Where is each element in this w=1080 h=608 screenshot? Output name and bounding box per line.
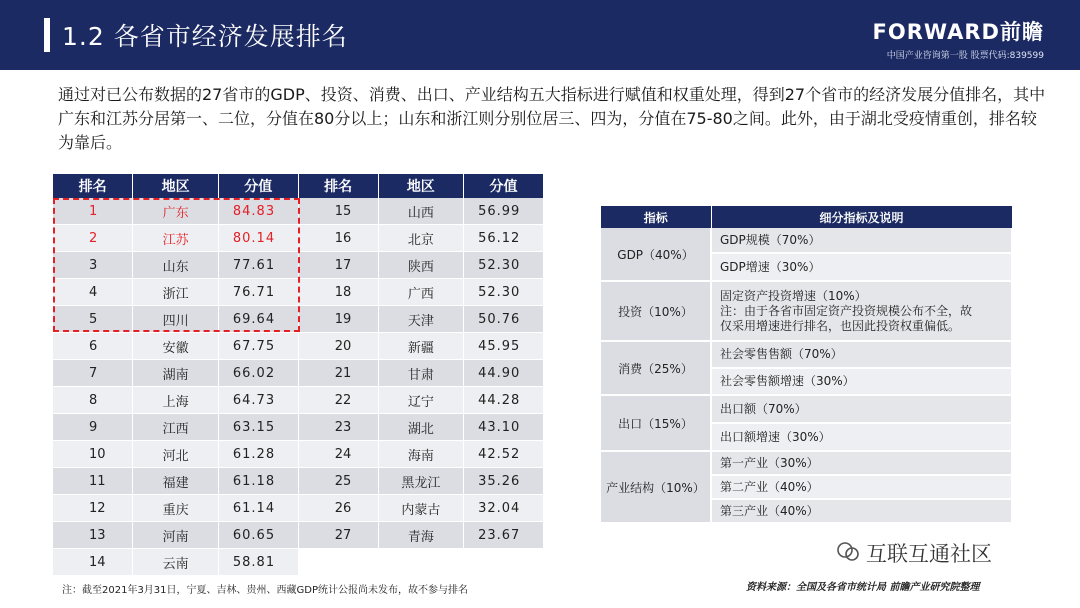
score-cell: 52.30 (464, 279, 544, 306)
table-row (53, 252, 544, 279)
detail-cell: 第二产业（40%） (711, 475, 1012, 499)
detail-cell: 社会零售额增速（30%） (711, 368, 1012, 395)
region-cell: 上海 (133, 387, 219, 414)
source-citation: 资料来源：全国及各省市统计局 前瞻产业研究院整理 (746, 582, 980, 593)
rank-cell: 26 (298, 495, 378, 522)
intro-paragraph: 通过对已公布数据的27省市的GDP、投资、消费、出口、产业结构五大指标进行赋值和权重处理，得到27个省市的经济发展分值排名，其中广东和江苏分居第一、二位，分值在80分以上；山东和浙江则分别位居三、四为，分值在75-80之间。此外，由于湖北受疫情重创，排名较为靠后。 (58, 85, 1046, 152)
score-cell: 63.15 (218, 414, 298, 441)
header-region-1: 地区 (133, 174, 219, 198)
rank-cell: 19 (298, 306, 378, 333)
score-cell: 69.64 (218, 306, 298, 333)
score-cell: 52.30 (464, 252, 544, 279)
table-row (53, 306, 544, 333)
rank-cell: 21 (298, 360, 378, 387)
rank-cell: 3 (53, 252, 133, 279)
rank-cell: 22 (298, 387, 378, 414)
detail-cell: 出口额增速（30%） (711, 423, 1012, 451)
region-cell: 浙江 (133, 279, 219, 306)
detail-cell: 出口额（70%） (711, 395, 1012, 423)
header-score-1: 分值 (218, 174, 298, 198)
indicator-consume: 消费（25%） (601, 341, 711, 395)
page-title: 1.2 各省市经济发展排名 (62, 22, 348, 51)
indicator-row (601, 451, 1012, 475)
rank-cell: 24 (298, 441, 378, 468)
score-cell: 45.95 (464, 333, 544, 360)
table-row (53, 549, 544, 576)
rank-cell: 10 (53, 441, 133, 468)
region-cell: 海南 (378, 441, 464, 468)
rank-cell: 16 (298, 225, 378, 252)
region-cell: 四川 (133, 306, 219, 333)
region-cell: 青海 (378, 522, 464, 549)
table-row (53, 198, 544, 225)
rank-cell: 18 (298, 279, 378, 306)
score-cell: 44.90 (464, 360, 544, 387)
region-cell: 江西 (133, 414, 219, 441)
score-cell: 58.81 (218, 549, 298, 576)
region-cell: 黑龙江 (378, 468, 464, 495)
score-cell: 64.73 (218, 387, 298, 414)
indicator-row (601, 395, 1012, 423)
indicator-row (601, 341, 1012, 368)
score-cell: 56.12 (464, 225, 544, 252)
score-cell: 23.67 (464, 522, 544, 549)
header-region-2: 地区 (378, 174, 464, 198)
brand-subtitle: 中国产业咨询第一股 股票代码:839599 (886, 51, 1044, 61)
region-cell: 新疆 (378, 333, 464, 360)
score-cell: 35.26 (464, 468, 544, 495)
rank-cell: 1 (53, 198, 133, 225)
detail-cell (711, 281, 1012, 341)
table-row (53, 495, 544, 522)
indicator-gdp: GDP（40%） (601, 228, 711, 281)
watermark (836, 538, 992, 568)
watermark-text: 互联互通社区 (866, 542, 992, 566)
brand-logo: FORWARD前瞻 (872, 20, 1044, 44)
rank-cell: 6 (53, 333, 133, 360)
score-cell: 61.14 (218, 495, 298, 522)
rank-cell: 4 (53, 279, 133, 306)
score-cell: 76.71 (218, 279, 298, 306)
region-cell: 内蒙古 (378, 495, 464, 522)
table-row (53, 414, 544, 441)
rank-cell: 5 (53, 306, 133, 333)
region-cell: 天津 (378, 306, 464, 333)
region-cell: 河北 (133, 441, 219, 468)
header-score-2: 分值 (464, 174, 544, 198)
table-row (53, 333, 544, 360)
region-cell: 广西 (378, 279, 464, 306)
region-cell: 云南 (133, 549, 219, 576)
header-rank-2: 排名 (298, 174, 378, 198)
score-cell: 61.18 (218, 468, 298, 495)
ranking-table (53, 174, 544, 576)
indicator-row (601, 228, 1012, 253)
indicator-header-row (601, 206, 1012, 228)
rank-cell: 13 (53, 522, 133, 549)
detail-cell: 第三产业（40%） (711, 499, 1012, 523)
detail-line: 仅采用增速进行排名，也因此投资权重偏低。 (720, 318, 961, 333)
detail-cell: GDP规模（70%） (711, 228, 1012, 253)
ranking-header-row (53, 174, 544, 198)
rank-cell: 20 (298, 333, 378, 360)
region-cell: 甘肃 (378, 360, 464, 387)
rank-cell: 2 (53, 225, 133, 252)
region-cell: 辽宁 (378, 387, 464, 414)
detail-cell: 第一产业（30%） (711, 451, 1012, 475)
region-cell: 福建 (133, 468, 219, 495)
score-cell: 84.83 (218, 198, 298, 225)
table-row (53, 468, 544, 495)
indicator-table (601, 206, 1013, 524)
indicator-invest: 投资（10%） (601, 281, 711, 341)
header-indicator: 指标 (601, 206, 711, 228)
rank-cell: 7 (53, 360, 133, 387)
region-cell: 山西 (378, 198, 464, 225)
empty-cell (464, 549, 544, 576)
empty-cell (298, 549, 378, 576)
rank-cell: 17 (298, 252, 378, 279)
rank-cell: 12 (53, 495, 133, 522)
score-cell: 61.28 (218, 441, 298, 468)
region-cell: 湖北 (378, 414, 464, 441)
table-row (53, 522, 544, 549)
detail-line: 注：由于各省市固定资产投资规模公布不全，故 (720, 303, 973, 318)
score-cell: 67.75 (218, 333, 298, 360)
region-cell: 河南 (133, 522, 219, 549)
table-row (53, 441, 544, 468)
rank-cell: 23 (298, 414, 378, 441)
chat-bubble-icon (836, 540, 860, 564)
score-cell: 43.10 (464, 414, 544, 441)
rank-cell: 11 (53, 468, 133, 495)
indicator-export: 出口（15%） (601, 395, 711, 451)
rank-cell: 27 (298, 522, 378, 549)
score-cell: 44.28 (464, 387, 544, 414)
table-row (53, 360, 544, 387)
score-cell: 60.65 (218, 522, 298, 549)
table-row (53, 279, 544, 306)
region-cell: 陕西 (378, 252, 464, 279)
score-cell: 32.04 (464, 495, 544, 522)
footnote: 注：截至2021年3月31日，宁夏、吉林、贵州、西藏GDP统计公报尚未发布，故不参与排名 (62, 585, 469, 596)
header-banner (0, 0, 1080, 70)
score-cell: 66.02 (218, 360, 298, 387)
region-cell: 安徽 (133, 333, 219, 360)
title-accent-bar (44, 18, 50, 52)
brand-block (873, 16, 1044, 61)
indicator-row (601, 281, 1012, 341)
score-cell: 50.76 (464, 306, 544, 333)
detail-cell: GDP增速（30%） (711, 253, 1012, 281)
table-row (53, 387, 544, 414)
indicator-industry: 产业结构（10%） (601, 451, 711, 523)
rank-cell: 14 (53, 549, 133, 576)
region-cell: 江苏 (133, 225, 219, 252)
empty-cell (378, 549, 464, 576)
table-row (53, 225, 544, 252)
header-rank-1: 排名 (53, 174, 133, 198)
region-cell: 山东 (133, 252, 219, 279)
rank-cell: 15 (298, 198, 378, 225)
rank-cell: 25 (298, 468, 378, 495)
rank-cell: 9 (53, 414, 133, 441)
rank-cell: 8 (53, 387, 133, 414)
score-cell: 77.61 (218, 252, 298, 279)
region-cell: 重庆 (133, 495, 219, 522)
score-cell: 56.99 (464, 198, 544, 225)
region-cell: 北京 (378, 225, 464, 252)
score-cell: 80.14 (218, 225, 298, 252)
region-cell: 湖南 (133, 360, 219, 387)
detail-line: 固定资产投资增速（10%） (720, 288, 867, 303)
score-cell: 42.52 (464, 441, 544, 468)
detail-cell: 社会零售售额（70%） (711, 341, 1012, 368)
header-detail: 细分指标及说明 (711, 206, 1012, 228)
region-cell: 广东 (133, 198, 219, 225)
